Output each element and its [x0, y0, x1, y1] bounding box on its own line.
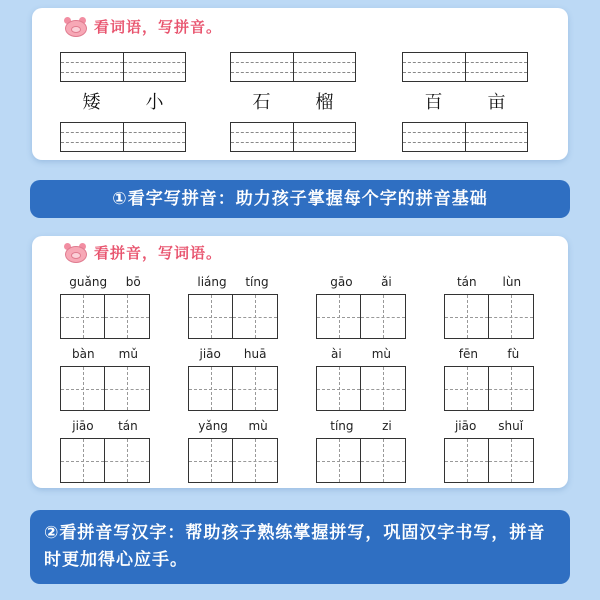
pinyin-syllable: jiāo	[199, 347, 221, 361]
character-writing-cell[interactable]	[188, 366, 233, 411]
character-writing-cell[interactable]	[316, 366, 361, 411]
word-exercise	[316, 418, 406, 483]
character-writing-cell[interactable]	[105, 366, 150, 411]
word-exercise	[316, 274, 406, 339]
pinyin-syllable: tán	[456, 275, 477, 289]
word-exercise	[444, 418, 534, 483]
character-writing-cell[interactable]	[233, 294, 278, 339]
pinyin-syllable: fù	[507, 347, 520, 361]
pinyin-syllable: shuǐ	[498, 419, 524, 433]
word-exercise	[188, 274, 278, 339]
word-exercise	[60, 346, 150, 411]
section2-heading	[62, 242, 222, 263]
pinyin-writing-box[interactable]	[230, 52, 356, 82]
character-writing-cell[interactable]	[444, 366, 489, 411]
pinyin-writing-box[interactable]	[230, 122, 356, 152]
section1-title: 看词语，写拼音。	[94, 18, 223, 36]
character: 矮	[82, 92, 101, 113]
pig-icon	[62, 17, 88, 37]
character-writing-cell[interactable]	[316, 438, 361, 483]
character-writing-cell[interactable]	[361, 366, 406, 411]
character-writing-cell[interactable]	[361, 294, 406, 339]
feature-banner-1: ①看字写拼音：助力孩子掌握每个字的拼音基础	[30, 180, 570, 218]
pinyin-to-word-card	[32, 236, 568, 488]
character-writing-cell[interactable]	[233, 366, 278, 411]
character-writing-cell[interactable]	[444, 294, 489, 339]
pinyin-writing-box[interactable]	[60, 52, 186, 82]
word-characters	[230, 88, 356, 114]
word-exercise	[60, 274, 150, 339]
character: 百	[424, 92, 443, 113]
character-writing-cell[interactable]	[60, 294, 105, 339]
word-exercise	[188, 346, 278, 411]
character-writing-cell[interactable]	[105, 438, 150, 483]
pinyin-syllable: mù	[371, 347, 391, 361]
word-exercise	[444, 346, 534, 411]
word-to-pinyin-card	[32, 8, 568, 160]
pinyin-syllable: gāo	[330, 275, 353, 289]
pinyin-syllable: guǎng	[69, 275, 108, 289]
character-writing-cell[interactable]	[188, 438, 233, 483]
pinyin-syllable: yǎng	[198, 419, 228, 433]
pinyin-syllable: bō	[125, 275, 141, 289]
character: 亩	[487, 92, 506, 113]
character-writing-cell[interactable]	[60, 438, 105, 483]
character: 榴	[315, 92, 334, 113]
character-writing-cell[interactable]	[361, 438, 406, 483]
pinyin-syllable: mù	[248, 419, 268, 433]
character: 小	[145, 92, 164, 113]
word-characters	[60, 88, 186, 114]
pinyin-syllable: ài	[331, 347, 342, 361]
pig-icon	[62, 243, 88, 263]
feature-banner-2: ②看拼音写汉字：帮助孩子熟练掌握拼写，巩固汉字书写，拼音时更加得心应手。	[30, 510, 570, 584]
character-writing-cell[interactable]	[60, 366, 105, 411]
word-exercise	[316, 346, 406, 411]
word-exercise	[444, 274, 534, 339]
pinyin-syllable: jiāo	[454, 419, 477, 433]
word-exercise	[60, 418, 150, 483]
character-writing-cell[interactable]	[105, 294, 150, 339]
character-writing-cell[interactable]	[444, 438, 489, 483]
character-writing-cell[interactable]	[316, 294, 361, 339]
pinyin-syllable: lùn	[502, 275, 522, 289]
character: 石	[252, 92, 271, 113]
section1-heading	[62, 16, 222, 37]
pinyin-syllable: tíng	[330, 419, 354, 433]
character-writing-cell[interactable]	[489, 366, 534, 411]
word-characters	[402, 88, 528, 114]
pinyin-syllable: mǔ	[118, 347, 138, 361]
character-writing-cell[interactable]	[233, 438, 278, 483]
pinyin-syllable: tán	[118, 419, 138, 433]
pinyin-syllable: zi	[382, 419, 392, 433]
pinyin-syllable: liáng	[197, 275, 227, 289]
pinyin-syllable: fēn	[458, 347, 478, 361]
pinyin-writing-box[interactable]	[402, 52, 528, 82]
pinyin-syllable: tíng	[245, 275, 269, 289]
pinyin-syllable: jiāo	[72, 419, 94, 433]
character-writing-cell[interactable]	[489, 294, 534, 339]
word-exercise	[188, 418, 278, 483]
section2-title: 看拼音，写词语。	[94, 244, 223, 262]
pinyin-writing-box[interactable]	[402, 122, 528, 152]
pinyin-syllable: huā	[243, 347, 267, 361]
pinyin-syllable: ǎi	[381, 275, 392, 289]
pinyin-syllable: bàn	[72, 347, 95, 361]
character-writing-cell[interactable]	[188, 294, 233, 339]
character-writing-cell[interactable]	[489, 438, 534, 483]
pinyin-writing-box[interactable]	[60, 122, 186, 152]
